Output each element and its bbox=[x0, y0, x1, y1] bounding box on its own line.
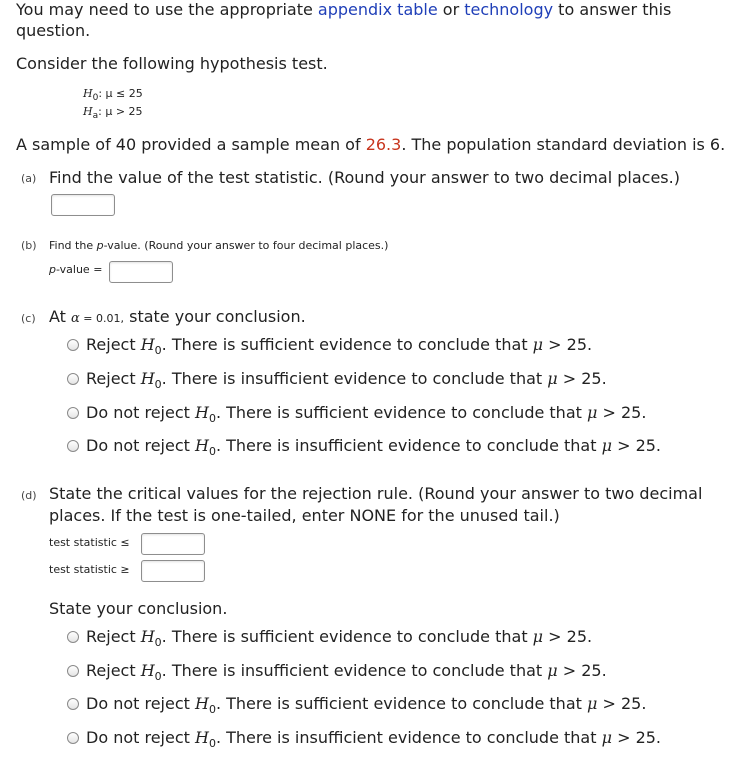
radio-d-4[interactable] bbox=[67, 732, 79, 744]
h-symbol: H bbox=[83, 105, 93, 118]
p-value-input[interactable] bbox=[109, 261, 173, 283]
h0-relation: μ ≤ 25 bbox=[105, 87, 143, 100]
radio-c-3[interactable] bbox=[67, 407, 79, 419]
colon: : bbox=[98, 105, 102, 118]
option-d-2[interactable] bbox=[86, 660, 607, 684]
h0-subscript: 0 bbox=[208, 703, 216, 716]
intro-text-or: or bbox=[437, 0, 465, 19]
mu-symbol: μ bbox=[601, 436, 612, 455]
option-text: Reject bbox=[86, 369, 141, 388]
option-d-4[interactable] bbox=[86, 727, 661, 751]
option-text: Do not reject bbox=[86, 694, 195, 713]
option-text: . There is sufficient evidence to conclude that bbox=[215, 694, 587, 713]
mu-symbol: μ bbox=[586, 694, 598, 713]
part-a-label: (a) bbox=[21, 172, 37, 185]
alternative-hypothesis bbox=[83, 105, 143, 120]
part-b-label: (b) bbox=[21, 239, 37, 252]
critical-value-upper-input[interactable] bbox=[141, 560, 205, 582]
h0-subscript: 0 bbox=[154, 378, 162, 391]
option-d-3[interactable] bbox=[86, 693, 646, 717]
option-text: Do not reject bbox=[86, 403, 195, 422]
part-d-label: (d) bbox=[21, 489, 37, 502]
part-b-text: Find the bbox=[49, 239, 97, 252]
option-d-1[interactable] bbox=[86, 626, 592, 650]
option-c-4[interactable] bbox=[86, 435, 661, 459]
part-c-at: At bbox=[49, 307, 72, 326]
state-conclusion-text: State your conclusion. bbox=[49, 599, 228, 618]
part-c-question bbox=[49, 306, 306, 330]
sample-mean-value: 26.3 bbox=[365, 135, 402, 154]
option-tail: > 25. bbox=[611, 728, 662, 747]
h-symbol: H bbox=[140, 661, 155, 680]
sample-sentence bbox=[16, 134, 725, 156]
test-statistic-ge-label: test statistic ≥ bbox=[49, 563, 130, 576]
h-symbol: H bbox=[83, 87, 93, 100]
part-c-label: (c) bbox=[21, 312, 36, 325]
option-text: . There is insufficient evidence to conclude that bbox=[215, 728, 602, 747]
h0-subscript: 0 bbox=[154, 344, 162, 357]
technology-link[interactable]: technology bbox=[464, 0, 554, 19]
sample-text: A sample of 40 provided a sample mean of bbox=[16, 135, 366, 154]
test-statistic-input[interactable] bbox=[51, 194, 115, 216]
alpha-value: = 0.01, bbox=[79, 312, 125, 325]
option-tail: > 25. bbox=[543, 627, 593, 646]
ha-relation: μ > 25 bbox=[105, 105, 143, 118]
mu-symbol: μ bbox=[547, 661, 558, 680]
intro-text: You may need to use the appropriate bbox=[16, 0, 318, 19]
mu-symbol: μ bbox=[601, 728, 612, 747]
option-text: Reject bbox=[86, 661, 141, 680]
radio-c-2[interactable] bbox=[67, 373, 79, 385]
h-symbol: H bbox=[195, 436, 209, 455]
null-hypothesis bbox=[83, 87, 143, 102]
intro-line-2: question. bbox=[16, 21, 91, 40]
h0-subscript: 0 bbox=[92, 93, 99, 103]
p-value-label bbox=[49, 263, 102, 277]
mu-symbol: μ bbox=[532, 627, 544, 646]
option-c-3[interactable] bbox=[86, 402, 646, 426]
option-tail: > 25. bbox=[611, 436, 662, 455]
h0-subscript: 0 bbox=[208, 737, 216, 750]
h-symbol: H bbox=[140, 335, 155, 354]
option-tail: > 25. bbox=[597, 403, 647, 422]
option-text: Do not reject bbox=[86, 436, 195, 455]
option-text: . There is insufficient evidence to conclude that bbox=[161, 661, 548, 680]
alpha-symbol: α bbox=[71, 311, 80, 326]
h-symbol: H bbox=[195, 728, 209, 747]
h-symbol: H bbox=[140, 627, 155, 646]
radio-d-1[interactable] bbox=[67, 631, 79, 643]
intro-text-end: to answer this bbox=[553, 0, 672, 19]
p-value-label-text: -value = bbox=[55, 263, 103, 276]
test-statistic-le-label: test statistic ≤ bbox=[49, 536, 130, 549]
appendix-table-link[interactable]: appendix table bbox=[317, 0, 438, 19]
p-italic: p bbox=[49, 263, 56, 276]
h0-subscript: 0 bbox=[208, 445, 216, 458]
radio-c-4[interactable] bbox=[67, 440, 79, 452]
option-text: . There is sufficient evidence to conclude that bbox=[161, 627, 533, 646]
critical-value-lower-input[interactable] bbox=[141, 533, 205, 555]
h-symbol: H bbox=[195, 403, 209, 422]
part-b-text-end: -value. (Round your answer to four decimal places.) bbox=[103, 239, 389, 252]
part-d-line-1: State the critical values for the rejection rule. (Round your answer to two decimal bbox=[49, 484, 703, 503]
colon: : bbox=[98, 87, 103, 100]
option-text: . There is sufficient evidence to conclude that bbox=[215, 403, 587, 422]
h0-subscript: 0 bbox=[208, 412, 216, 425]
option-tail: > 25. bbox=[557, 661, 607, 680]
mu-symbol: μ bbox=[532, 335, 544, 354]
radio-d-2[interactable] bbox=[67, 665, 79, 677]
part-c-rest: state your conclusion. bbox=[124, 307, 306, 326]
intro-line-1 bbox=[16, 0, 671, 21]
option-text: Reject bbox=[86, 335, 141, 354]
h0-subscript: 0 bbox=[154, 636, 162, 649]
part-a-question: Find the value of the test statistic. (Round your answer to two decimal places.) bbox=[49, 168, 680, 187]
option-text: . There is insufficient evidence to conclude that bbox=[161, 369, 548, 388]
option-c-1[interactable] bbox=[86, 334, 592, 358]
sample-text-end: . The population standard deviation is 6. bbox=[401, 135, 726, 154]
consider-text: Consider the following hypothesis test. bbox=[16, 54, 328, 73]
part-d-line-2: places. If the test is one-tailed, enter NONE for the unused tail.) bbox=[49, 506, 560, 525]
mu-symbol: μ bbox=[547, 369, 558, 388]
mu-symbol: μ bbox=[586, 403, 598, 422]
option-text: . There is sufficient evidence to conclude that bbox=[161, 335, 533, 354]
option-tail: > 25. bbox=[543, 335, 593, 354]
option-text: Do not reject bbox=[86, 728, 195, 747]
h0-subscript: 0 bbox=[154, 670, 162, 683]
h-symbol: H bbox=[195, 694, 209, 713]
radio-d-3[interactable] bbox=[67, 698, 79, 710]
p-italic: p bbox=[96, 239, 104, 252]
option-tail: > 25. bbox=[597, 694, 647, 713]
h-symbol: H bbox=[140, 369, 155, 388]
option-c-2[interactable] bbox=[86, 368, 607, 392]
part-b-question bbox=[49, 239, 388, 253]
option-text: . There is insufficient evidence to conclude that bbox=[215, 436, 602, 455]
option-text: Reject bbox=[86, 627, 141, 646]
radio-c-1[interactable] bbox=[67, 339, 79, 351]
ha-subscript: a bbox=[92, 111, 99, 121]
option-tail: > 25. bbox=[557, 369, 607, 388]
